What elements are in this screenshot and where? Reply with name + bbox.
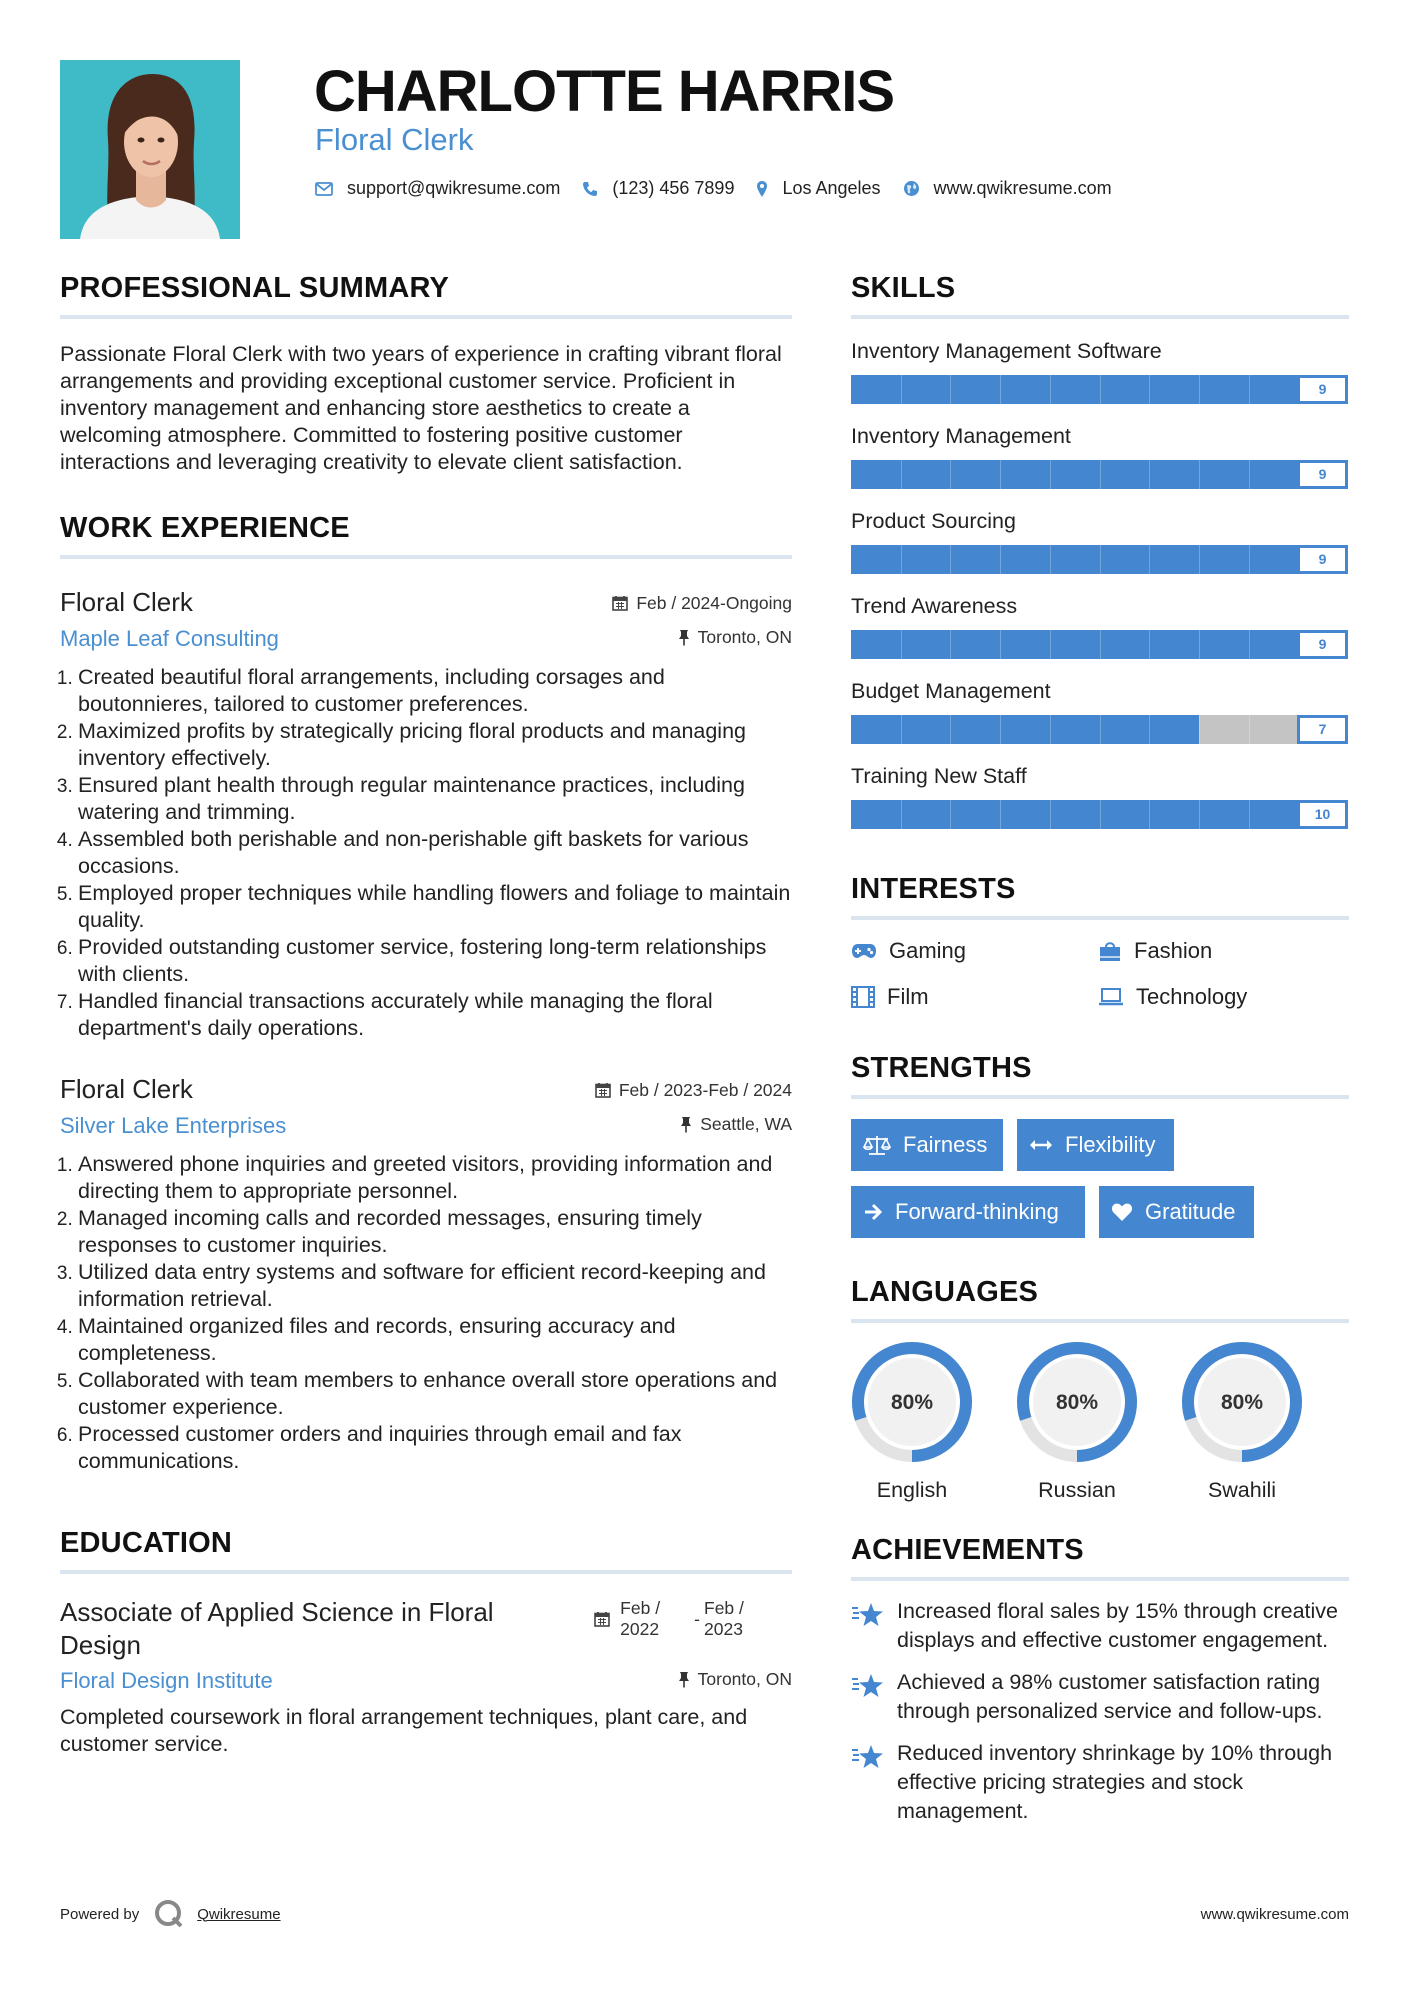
star-icon [851, 1601, 885, 1629]
list-item: 7. Handled financial transactions accurately while managing the floral department's daily operations. [78, 988, 792, 1042]
qwikresume-logo-icon [153, 1898, 185, 1930]
skill-bar-divider [1000, 460, 1001, 489]
skill-bar-divider [950, 715, 951, 744]
achievement-text: Reduced inventory shrinkage by 10% through effective pricing strategies and stock management. [897, 1741, 1333, 1823]
contact-location [756, 178, 880, 199]
interests-grid [851, 938, 1349, 1010]
education-location: Toronto, ON [697, 1669, 792, 1689]
strength-badge [1017, 1119, 1174, 1171]
arrow-right-icon [863, 1203, 883, 1221]
interest-item [851, 984, 1098, 1010]
list-item: 2. Managed incoming calls and recorded messages, ensuring timely responses to customer inquiries. [78, 1205, 792, 1259]
skill-bar-divider [1199, 630, 1200, 659]
phone-text: (123) 456 7899 [612, 178, 735, 198]
skill-bar-divider [950, 460, 951, 489]
skill-bar-divider [1199, 715, 1200, 744]
education-start: Feb / 2022 [620, 1598, 661, 1639]
summary-text: Passionate Floral Clerk with two years of experience in crafting vibrant floral arrangements and providing exceptional customer service. Proficient in inventory management and enhancing store aesthetics to create a welcoming atmosphere. Committed to fostering positive customer interactions and leveraging creativity to elevate client satisfaction. [60, 342, 782, 474]
calendar-icon [595, 1082, 611, 1098]
list-item: 3. Utilized data entry systems and software for efficient record-keeping and information retrieval. [78, 1259, 792, 1313]
language-name: English [876, 1478, 948, 1502]
list-item: 1. Created beautiful floral arrangements, including corsages and boutonnieres, tailored to customer preferences. [78, 664, 792, 718]
laptop-icon [1098, 988, 1124, 1006]
skill-label: Inventory Management [851, 424, 1071, 448]
website-text: www.qwikresume.com [933, 178, 1112, 198]
achievement-item [851, 1668, 1349, 1726]
skill-bar-divider [1100, 460, 1101, 489]
language-item [1181, 1341, 1303, 1503]
skill-bar-divider [1249, 800, 1250, 829]
company-name: Maple Leaf Consulting [60, 626, 279, 651]
skill-score: 7 [1297, 715, 1348, 744]
skill-bar-divider [1199, 800, 1200, 829]
strength-badge [1099, 1186, 1254, 1238]
degree-title: Associate of Applied Science in Floral Design [60, 1597, 494, 1660]
star-icon [851, 1672, 885, 1700]
interest-label: Technology [1136, 984, 1248, 1009]
job-entry [60, 587, 792, 1042]
skill-label: Product Sourcing [851, 509, 1016, 533]
skill-score: 9 [1297, 460, 1348, 489]
shopping-bag-icon [1098, 940, 1122, 962]
skills-list [851, 339, 1349, 829]
skill-item [851, 509, 1349, 574]
skill-bar [851, 800, 1348, 829]
right-column [851, 272, 1349, 1826]
interest-item [851, 938, 1098, 964]
duties-list [60, 1151, 792, 1475]
interest-label: Gaming [889, 938, 967, 963]
powered-by-text: Powered by [60, 1905, 140, 1923]
language-ring [851, 1341, 973, 1463]
skill-bar-fill [851, 460, 1298, 489]
skill-bar-divider [1100, 630, 1101, 659]
skill-score: 9 [1297, 545, 1348, 574]
skill-bar-divider [1149, 375, 1150, 404]
list-item: 2. Maximized profits by strategically pricing floral products and managing inventory effectively. [78, 718, 792, 772]
language-ring [1016, 1341, 1138, 1463]
skill-bar-divider [1050, 460, 1051, 489]
skill-bar-divider [901, 800, 902, 829]
skill-bar [851, 715, 1348, 744]
phone-icon [582, 181, 598, 197]
skill-bar-divider [1100, 800, 1101, 829]
skill-bar-divider [1249, 545, 1250, 574]
map-pin-icon [756, 180, 768, 198]
skill-item [851, 679, 1349, 744]
contact-website[interactable] [903, 178, 1112, 199]
skill-bar-divider [1000, 375, 1001, 404]
star-icon [851, 1743, 885, 1771]
skill-bar-divider [1050, 715, 1051, 744]
profile-photo [60, 60, 240, 239]
languages-row [851, 1341, 1349, 1516]
skill-bar [851, 630, 1348, 659]
company-name: Silver Lake Enterprises [60, 1113, 287, 1138]
duties-list [60, 664, 792, 1042]
skill-bar-divider [901, 460, 902, 489]
achievement-item [851, 1597, 1349, 1655]
skill-bar-divider [901, 545, 902, 574]
strength-badge [851, 1119, 1003, 1171]
job-location: Toronto, ON [697, 627, 792, 647]
skill-bar-divider [1100, 545, 1101, 574]
language-name: Swahili [1207, 1478, 1277, 1502]
skill-bar-fill [851, 375, 1298, 404]
strength-label: Fairness [903, 1132, 988, 1157]
skill-bar-divider [1249, 375, 1250, 404]
interest-label: Film [887, 984, 929, 1009]
contact-phone[interactable] [582, 178, 734, 199]
gamepad-icon [851, 943, 877, 959]
skill-bar-fill [851, 715, 1199, 744]
skill-bar-divider [901, 630, 902, 659]
balance-scale-icon [863, 1134, 891, 1156]
summary-heading: PROFESSIONAL SUMMARY [60, 272, 792, 319]
skill-bar [851, 460, 1348, 489]
envelope-icon [315, 182, 333, 196]
interest-item [1098, 938, 1348, 964]
skill-bar-divider [1050, 545, 1051, 574]
achievements-list [851, 1597, 1349, 1826]
education-end: Feb / 2023 [704, 1598, 744, 1639]
skill-bar-divider [1149, 800, 1150, 829]
school-name: Floral Design Institute [60, 1668, 273, 1693]
list-item: 6. Processed customer orders and inquiries through email and fax communications. [78, 1421, 792, 1475]
list-item: 1. Answered phone inquiries and greeted visitors, providing information and directing them to appropriate personnel. [78, 1151, 792, 1205]
strength-label: Flexibility [1065, 1132, 1156, 1157]
language-percent: 80% [890, 1391, 934, 1414]
skill-bar-divider [901, 715, 902, 744]
skill-bar-divider [1149, 545, 1150, 574]
skills-heading: SKILLS [851, 272, 1349, 319]
candidate-name: CHARLOTTE HARRIS [314, 59, 895, 124]
list-item: 3. Ensured plant health through regular maintenance practices, including watering and trimming. [78, 772, 792, 826]
skill-label: Training New Staff [851, 764, 1027, 788]
skill-bar [851, 545, 1348, 574]
strength-label: Forward-thinking [895, 1199, 1059, 1224]
skill-bar-divider [1149, 715, 1150, 744]
skill-bar [851, 375, 1348, 404]
globe-icon [903, 180, 920, 197]
skill-bar-divider [1199, 460, 1200, 489]
job-dates: Feb / 2023-Feb / 2024 [618, 1079, 792, 1100]
contact-email[interactable] [315, 178, 560, 199]
skill-bar-divider [1000, 715, 1001, 744]
language-item [1016, 1341, 1138, 1503]
skill-bar-divider [1000, 545, 1001, 574]
skill-bar-divider [1100, 375, 1101, 404]
job-dates: Feb / 2024-Ongoing [636, 592, 792, 613]
job-location: Seattle, WA [700, 1114, 792, 1134]
pushpin-icon [678, 1671, 690, 1688]
language-percent: 80% [1220, 1391, 1264, 1414]
job-title: Floral Clerk [60, 1074, 193, 1104]
skill-bar-divider [901, 375, 902, 404]
skill-bar-divider [1000, 630, 1001, 659]
achievement-item [851, 1739, 1349, 1826]
location-text: Los Angeles [782, 178, 881, 198]
list-item: 6. Provided outstanding customer service, fostering long-term relationships with clients. [78, 934, 792, 988]
skill-bar-divider [1149, 460, 1150, 489]
brand-link[interactable]: Qwikresume [197, 1905, 281, 1923]
list-item: 5. Employed proper techniques while handling flowers and foliage to maintain quality. [78, 880, 792, 934]
language-name: Russian [1038, 1478, 1116, 1502]
skill-bar-divider [1100, 715, 1101, 744]
film-icon [851, 986, 875, 1008]
education-heading: EDUCATION [60, 1527, 792, 1574]
arrows-horizontal-icon [1029, 1138, 1053, 1152]
contact-bar [315, 178, 1134, 199]
interest-label: Fashion [1134, 938, 1213, 963]
skill-bar-divider [1050, 630, 1051, 659]
experience-heading: WORK EXPERIENCE [60, 512, 792, 559]
skill-item [851, 424, 1349, 489]
skill-bar-divider [950, 545, 951, 574]
job-entry [60, 1074, 792, 1475]
pushpin-icon [680, 1116, 692, 1133]
skill-label: Inventory Management Software [851, 339, 1162, 363]
skill-bar-divider [1050, 800, 1051, 829]
skill-bar-fill [851, 545, 1298, 574]
skill-bar-divider [1199, 375, 1200, 404]
achievement-text: Achieved a 98% customer satisfaction rating through personalized service and follow-ups. [897, 1670, 1323, 1723]
skill-item [851, 764, 1349, 829]
skill-bar-divider [1249, 460, 1250, 489]
education-entry: Associate of Applied Science in Floral Design Feb / 2022 - Feb / 2023 Floral Design Institute Toronto, ON Completed coursework in floral arrangement techniques, plant care, and customer service. [60, 1597, 792, 1756]
language-percent: 80% [1055, 1391, 1099, 1414]
strength-label: Gratitude [1145, 1199, 1236, 1224]
skill-bar-divider [1050, 375, 1051, 404]
skill-label: Budget Management [851, 679, 1051, 703]
skill-bar-divider [950, 800, 951, 829]
strengths-heading: STRENGTHS [851, 1052, 1349, 1099]
footer-powered-by [60, 1898, 281, 1930]
skill-bar-divider [1149, 630, 1150, 659]
skill-bar-divider [1000, 800, 1001, 829]
job-title: Floral Clerk [60, 587, 193, 617]
achievements-heading: ACHIEVEMENTS [851, 1534, 1349, 1581]
skill-item [851, 339, 1349, 404]
language-item [851, 1341, 973, 1503]
skill-score: 10 [1297, 800, 1348, 829]
skill-bar-divider [950, 630, 951, 659]
achievement-text: Increased floral sales by 15% through creative displays and effective customer engagement. [897, 1599, 1338, 1652]
interest-item [1098, 984, 1348, 1010]
skill-item [851, 594, 1349, 659]
strength-badge [851, 1186, 1085, 1238]
skill-bar-divider [1249, 715, 1250, 744]
skill-bar-divider [1249, 630, 1250, 659]
candidate-title: Floral Clerk [315, 122, 474, 157]
list-item: 4. Assembled both perishable and non-perishable gift baskets for various occasions. [78, 826, 792, 880]
education-description: Completed coursework in floral arrangement techniques, plant care, and customer service. [60, 1705, 748, 1756]
heart-icon [1111, 1202, 1133, 1222]
calendar-icon [612, 595, 628, 611]
pushpin-icon [678, 629, 690, 646]
skill-score: 9 [1297, 630, 1348, 659]
skill-bar-divider [1199, 545, 1200, 574]
language-ring [1181, 1341, 1303, 1463]
footer-website[interactable]: www.qwikresume.com [1200, 1906, 1349, 1923]
strengths-badges [851, 1119, 1349, 1238]
languages-heading: LANGUAGES [851, 1276, 1349, 1323]
left-column [60, 272, 792, 1758]
skill-bar-fill [851, 630, 1298, 659]
interests-heading: INTERESTS [851, 873, 1349, 920]
skill-score: 9 [1297, 375, 1348, 404]
list-item: 5. Collaborated with team members to enhance overall store operations and customer experience. [78, 1367, 792, 1421]
email-text: support@qwikresume.com [347, 178, 561, 198]
skill-label: Trend Awareness [851, 594, 1018, 618]
list-item: 4. Maintained organized files and records, ensuring accuracy and completeness. [78, 1313, 792, 1367]
calendar-icon [594, 1611, 610, 1627]
skill-bar-divider [950, 375, 951, 404]
